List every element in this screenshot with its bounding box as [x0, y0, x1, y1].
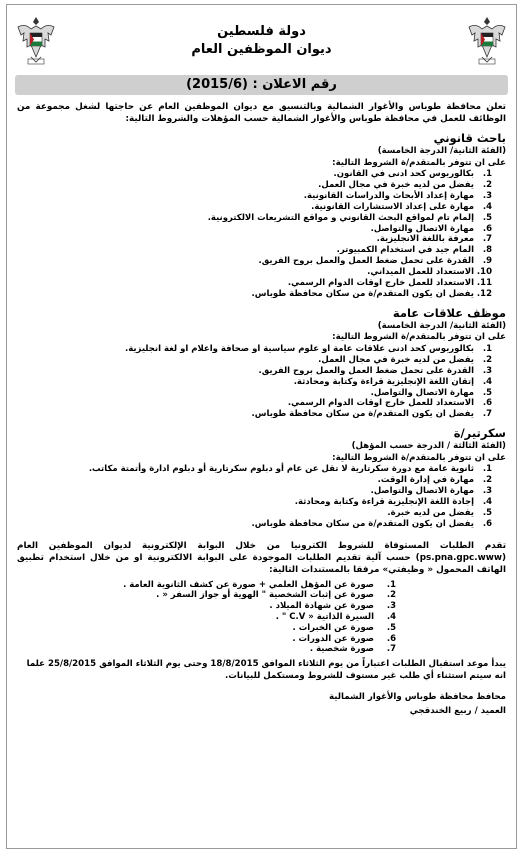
document-item: [7, 601, 396, 612]
requirement-item: [17, 267, 492, 278]
item-text: إجادة اللغة الإنجليزية قراءة وكتابة ومحادثة.: [294, 496, 474, 507]
job-section: [17, 131, 506, 300]
requirement-item: [17, 202, 492, 213]
requirement-item: [17, 519, 492, 530]
item-text: مهارة في إدارة الوقت.: [377, 475, 474, 486]
item-text: بكالوريوس كحد ادنى علاقات عامة او علوم سياسية او صحافة واعلام او لغة انجليزية.: [124, 343, 474, 354]
item-number: 3.: [482, 190, 492, 201]
signature-block: [17, 690, 506, 718]
requirement-item: [17, 486, 492, 497]
requirement-item: [17, 169, 492, 180]
item-text: بكالوريوس كحد ادنى في القانون.: [333, 169, 474, 179]
requirement-item: [17, 475, 492, 486]
item-number: 6.: [482, 223, 492, 234]
job-grade: (الفئة الثالثة / الدرجة حسب المؤهل): [351, 441, 506, 452]
requirements-list: [17, 344, 506, 420]
item-text: الاستعداد للعمل خارج اوقات الدوام الرسمي.: [287, 398, 474, 409]
item-text: الاستعداد للعمل خارج اوقات الدوام الرسمي.: [287, 278, 474, 289]
bureau-title: ديوان الموظفين العام: [191, 42, 332, 57]
item-text: إلمام تام لمواقع البحث القانوني و مواقع التشريعات الالكترونية.: [207, 212, 474, 223]
requirement-item: [17, 508, 492, 519]
item-text: صورة عن الخبرات .: [292, 622, 374, 633]
job-title: موظف علاقات عامة: [392, 305, 506, 320]
item-number: 4.: [482, 201, 492, 212]
item-number: 5.: [482, 212, 492, 223]
job-title: باحث قانوني: [433, 131, 506, 145]
item-text: القدرة على تحمل ضغط العمل والعمل بروح الفريق.: [258, 365, 474, 376]
document-item: [7, 612, 396, 623]
document-item: [7, 634, 396, 645]
item-number: 1.: [482, 464, 492, 475]
item-text: يفضل ان يكون المتقدم/ة من سكان محافظة طوباس.: [251, 518, 474, 529]
state-title: دولة فلسطين: [217, 24, 306, 39]
requirement-item: [17, 256, 492, 267]
requirement-item: [17, 388, 492, 399]
job-grade: (الفئة الثانية/ الدرجة الخامسة): [377, 146, 506, 156]
item-number: 2.: [482, 475, 492, 486]
item-text: صورة عن المؤهل العلمي + صورة عن كشف الثانوية العامة .: [123, 579, 374, 590]
item-number: 2.: [482, 354, 492, 365]
job-condition: على ان تتوفر بالمتقدم/ة الشروط التالية:: [332, 452, 506, 463]
document-item: [7, 580, 396, 591]
requirement-item: [17, 278, 492, 289]
item-number: 7.: [386, 644, 396, 655]
item-number: 3.: [482, 365, 492, 376]
requirement-item: [17, 377, 492, 388]
item-text: صورة عن إثبات الشخصية " الهوية أو جواز السفر « .: [156, 590, 374, 601]
item-number: 1.: [482, 169, 492, 179]
item-number: 2.: [386, 590, 396, 601]
item-number: 3.: [482, 486, 492, 497]
item-text: مهارة إعداد الأبحاث والدراسات القانونية.: [303, 190, 474, 201]
item-number: 4.: [482, 496, 492, 507]
item-text: مهارة على إعداد الاستشارات القانونية.: [311, 201, 474, 212]
item-number: 7.: [482, 409, 492, 420]
requirement-item: [17, 497, 492, 508]
job-condition: على ان تتوفر بالمتقدم/ة الشروط التالية:: [332, 332, 506, 343]
item-number: 1.: [386, 579, 396, 590]
document-item: [7, 623, 396, 634]
item-text: مهارة الاتصال والتواصل.: [370, 387, 474, 398]
item-text: مهارة الاتصال والتواصل.: [370, 223, 474, 234]
item-number: 8.: [482, 245, 492, 256]
intro-paragraph: تعلن محافظة طوباس والأغوار الشمالية وبالتنسيق مع ديوان الموظفين العام عن حاجتها لشغل مجموعة من الوظائف للعمل في محافظة طوباس والأغوار الشمالية حسب المؤهلات والشروط التالية:: [17, 102, 506, 124]
requirement-item: [17, 213, 492, 224]
announcement-number: رقم الاعلان : (2015/6): [15, 75, 508, 95]
item-number: 5.: [482, 387, 492, 398]
item-text: يفضل من لديه خبرة في مجال العمل.: [318, 354, 474, 365]
signature-org: محافظ محافظة طوباس والأغوار الشمالية: [329, 692, 506, 703]
requirement-item: [17, 224, 492, 235]
item-text: الاستعداد للعمل الميداني.: [367, 267, 474, 278]
application-paragraph: تقدم الطلبات المستوفاة للشروط الكترونيا من خلال البوابة الإلكترونية لديوان الموظفين العام (ps.pna.gpc.www) حسب آلية تقديم الطلبات الموجودة على البوابة الالكترونية او من خلال استخدام تطبيق الهاتف المحمول « وظيفتي» مرفقا بالمستندات التالية:: [17, 540, 506, 575]
item-text: السيرة الذاتية « C.V " .: [275, 612, 374, 623]
item-text: القدرة على تحمل ضغط العمل والعمل بروح الفريق.: [258, 256, 474, 267]
requirements-list: [17, 169, 506, 300]
item-number: 11.: [476, 278, 492, 289]
signature-name: العميد / ربيع الخندقجي: [409, 706, 506, 717]
requirement-item: [17, 366, 492, 377]
requirement-item: [17, 245, 492, 256]
item-text: معرفة باللغة الانجليزية.: [376, 234, 474, 245]
item-number: 3.: [386, 601, 396, 612]
requirement-item: [17, 289, 492, 300]
announcement-page: [6, 4, 517, 849]
item-number: 10.: [476, 267, 492, 278]
header: [7, 5, 516, 75]
requirement-item: [17, 344, 492, 355]
item-text: ثانوية عامة مع دورة سكرتارية لا تقل عن عام أو دبلوم سكرتارية أو دبلوم ادارة وأتمتة مكاتب.: [88, 464, 474, 475]
job-section: [17, 426, 506, 529]
item-number: 7.: [482, 234, 492, 245]
documents-list: [7, 580, 516, 656]
item-number: 5.: [386, 622, 396, 633]
item-number: 9.: [482, 256, 492, 267]
item-text: يفضل من لديه خبرة في مجال العمل.: [318, 179, 474, 190]
item-number: 4.: [386, 612, 396, 623]
requirement-item: [17, 234, 492, 245]
jobs-list: [7, 131, 516, 530]
item-text: إتقان اللغة الإنجليزية قراءة وكتابة ومحادثة.: [293, 376, 474, 387]
job-grade: (الفئة الثانية/ الدرجة الخامسة): [377, 320, 506, 331]
item-text: يفضل من لديه خبرة.: [387, 507, 474, 518]
job-title: سكرتير/ة: [453, 426, 506, 441]
document-item: [7, 644, 396, 655]
item-number: 6.: [386, 633, 396, 644]
requirement-item: [17, 180, 492, 191]
requirement-item: [17, 355, 492, 366]
item-number: 12.: [476, 288, 492, 299]
requirements-list: [17, 464, 506, 529]
item-text: صورة شخصية .: [309, 644, 374, 655]
document-item: [7, 590, 396, 601]
requirement-item: [17, 191, 492, 202]
job-condition: على ان تتوفر بالمتقدم/ة الشروط التالية:: [332, 157, 506, 168]
item-text: صورة عن الدورات .: [292, 633, 374, 644]
item-number: 4.: [482, 376, 492, 387]
requirement-item: [17, 398, 492, 409]
item-number: 6.: [482, 518, 492, 529]
item-text: مهارة الاتصال والتواصل.: [370, 486, 474, 497]
item-text: المام جيد في استخدام الكمبيوتر.: [336, 245, 474, 256]
deadline-paragraph: يبدأ موعد استقبال الطلبات اعتباراً من يوم الثلاثاء الموافق 18/8/2015 وحتى يوم الثلاثاء الموافق 25/8/2015 علما انه سيتم استثناء أي طلب غير مستوف للشروط ومستكمل للبيانات.: [26, 659, 506, 681]
item-text: يفضل ان يكون المتقدم/ة من سكان محافظة طوباس.: [251, 288, 474, 299]
item-number: 5.: [482, 507, 492, 518]
requirement-item: [17, 464, 492, 475]
job-section: [17, 306, 506, 420]
item-text: صورة عن شهادة الميلاد .: [269, 601, 374, 612]
item-text: يفضل ان يكون المتقدم/ة من سكان محافظة طوباس.: [251, 409, 474, 420]
item-number: 1.: [482, 343, 492, 354]
item-number: 2.: [482, 179, 492, 190]
item-number: 6.: [482, 398, 492, 409]
requirement-item: [17, 409, 492, 420]
